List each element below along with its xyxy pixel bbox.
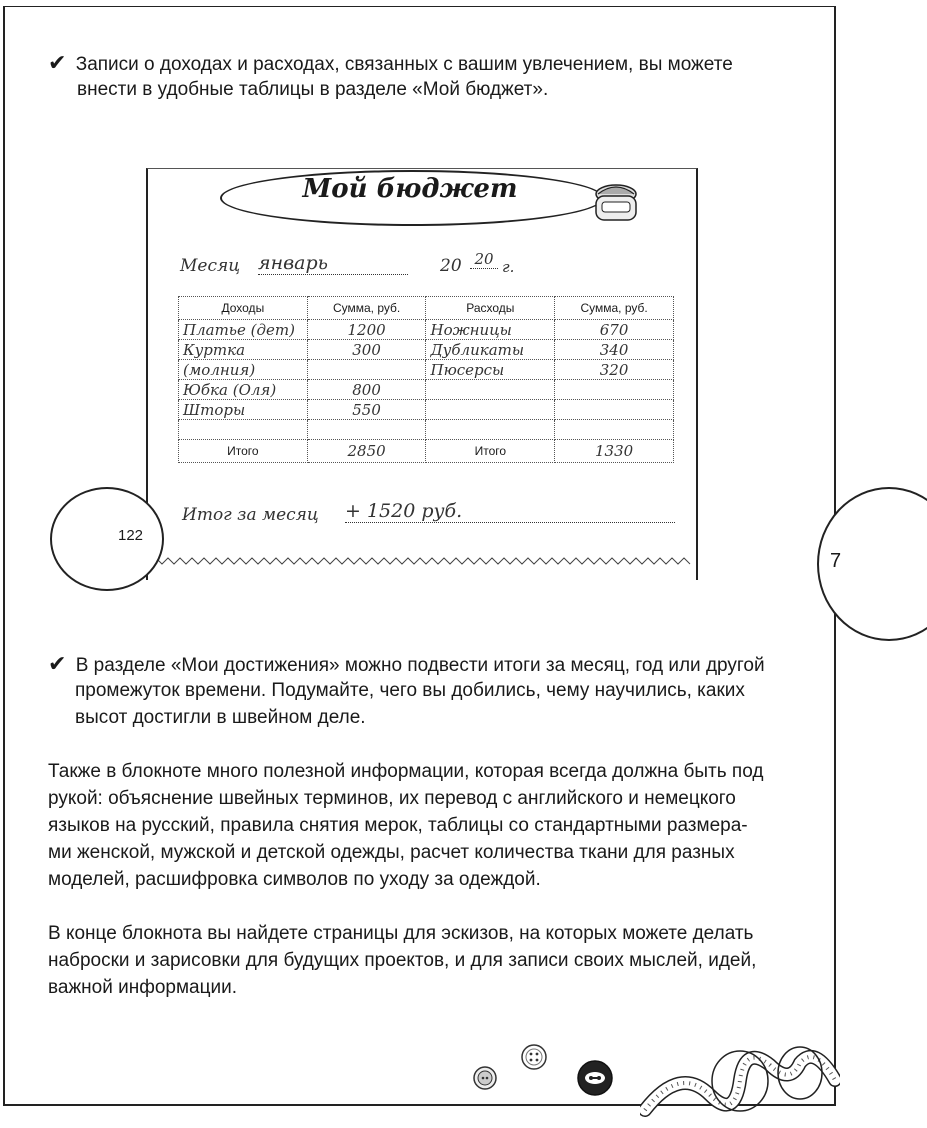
income-item: Шторы [179, 400, 308, 420]
text-line: промежуток времени. Подумайте, чего вы добились, чему научились, каких [75, 680, 745, 701]
expense-item: Дубликаты [426, 340, 555, 360]
month-value: январь [258, 252, 408, 275]
table-row [179, 340, 674, 360]
column-header: Сумма, руб. [307, 297, 426, 320]
column-header: Сумма, руб. [555, 297, 674, 320]
table-header-row [179, 297, 674, 320]
text-line: Также в блокноте много полезной информации, которая всегда должна быть под [48, 761, 764, 782]
check-icon: ✔ [48, 651, 67, 676]
total-income-label: Итого [179, 440, 308, 463]
income-amount: 550 [307, 400, 426, 420]
button-icon [472, 1065, 498, 1091]
budget-table [178, 296, 674, 463]
text-line: высот достигли в швейном деле. [75, 707, 366, 728]
expense-item [426, 400, 555, 420]
year-unit: г. [502, 258, 515, 276]
year-value: 20 [470, 250, 498, 269]
month-total-label: Итог за месяц [182, 505, 319, 525]
expense-item [426, 420, 555, 440]
text-line: В разделе «Мои достижения» можно подвести итоги за месяц, год или другой [75, 655, 765, 676]
table-row [179, 400, 674, 420]
budget-title: Мой бюджет [302, 174, 518, 204]
expense-amount: 670 [555, 320, 674, 340]
expense-amount [555, 380, 674, 400]
table-row [179, 360, 674, 380]
month-label: Месяц [180, 256, 241, 276]
bullet-paragraph-2 [48, 650, 765, 679]
text-line: языков на русский, правила снятия мерок, таблицы со стандартными размера- [48, 815, 748, 836]
income-item: (молния) [179, 360, 308, 380]
bullet-paragraph-1 [48, 49, 733, 78]
income-item: Куртка [179, 340, 308, 360]
zigzag-edge [150, 556, 694, 568]
expense-amount: 320 [555, 360, 674, 380]
check-icon: ✔ [48, 50, 67, 75]
total-expense-label: Итого [426, 440, 555, 463]
income-amount: 800 [307, 380, 426, 400]
inner-page-number: 122 [118, 527, 144, 544]
text-line: важной информации. [48, 977, 237, 998]
table-total-row [179, 440, 674, 463]
tape-measure-icon [640, 1035, 840, 1120]
table-row [179, 420, 674, 440]
text-line: моделей, расшифровка символов по уходу за одеждой. [48, 869, 541, 890]
text-line: рукой: объяснение швейных терминов, их перевод с английского и немецкого [48, 788, 736, 809]
expense-item: Пюсерсы [426, 360, 555, 380]
jar-icon [590, 178, 642, 224]
income-amount [307, 420, 426, 440]
text-line: Записи о доходах и расходах, связанных с вашим увлечением, вы можете [75, 54, 733, 75]
inner-page-tab [50, 487, 164, 591]
income-item: Платье (дет) [179, 320, 308, 340]
text-line: В конце блокнота вы найдете страницы для эскизов, на которых можете делать [48, 923, 754, 944]
income-item: Юбка (Оля) [179, 380, 308, 400]
income-amount: 1200 [307, 320, 426, 340]
total-income: 2850 [307, 440, 426, 463]
table-row [179, 320, 674, 340]
table-row [179, 380, 674, 400]
total-expense: 1330 [555, 440, 674, 463]
income-amount: 300 [307, 340, 426, 360]
text-line: ми женской, мужской и детской одежды, расчет количества ткани для разных [48, 842, 735, 863]
button-icon [520, 1043, 548, 1071]
expense-amount: 340 [555, 340, 674, 360]
text-line: внести в удобные таблицы в разделе «Мой бюджет». [77, 79, 549, 100]
expense-amount [555, 400, 674, 420]
button-icon [575, 1058, 615, 1098]
expense-item [426, 380, 555, 400]
column-header: Доходы [179, 297, 308, 320]
month-total-value: + 1520 руб. [345, 500, 675, 523]
page-number: 7 [830, 550, 842, 572]
expense-amount [555, 420, 674, 440]
year-prefix: 20 [440, 256, 462, 276]
text-line: наброски и зарисовки для будущих проектов, и для записи своих мыслей, идей, [48, 950, 757, 971]
column-header: Расходы [426, 297, 555, 320]
income-amount [307, 360, 426, 380]
income-item [179, 420, 308, 440]
expense-item: Ножницы [426, 320, 555, 340]
